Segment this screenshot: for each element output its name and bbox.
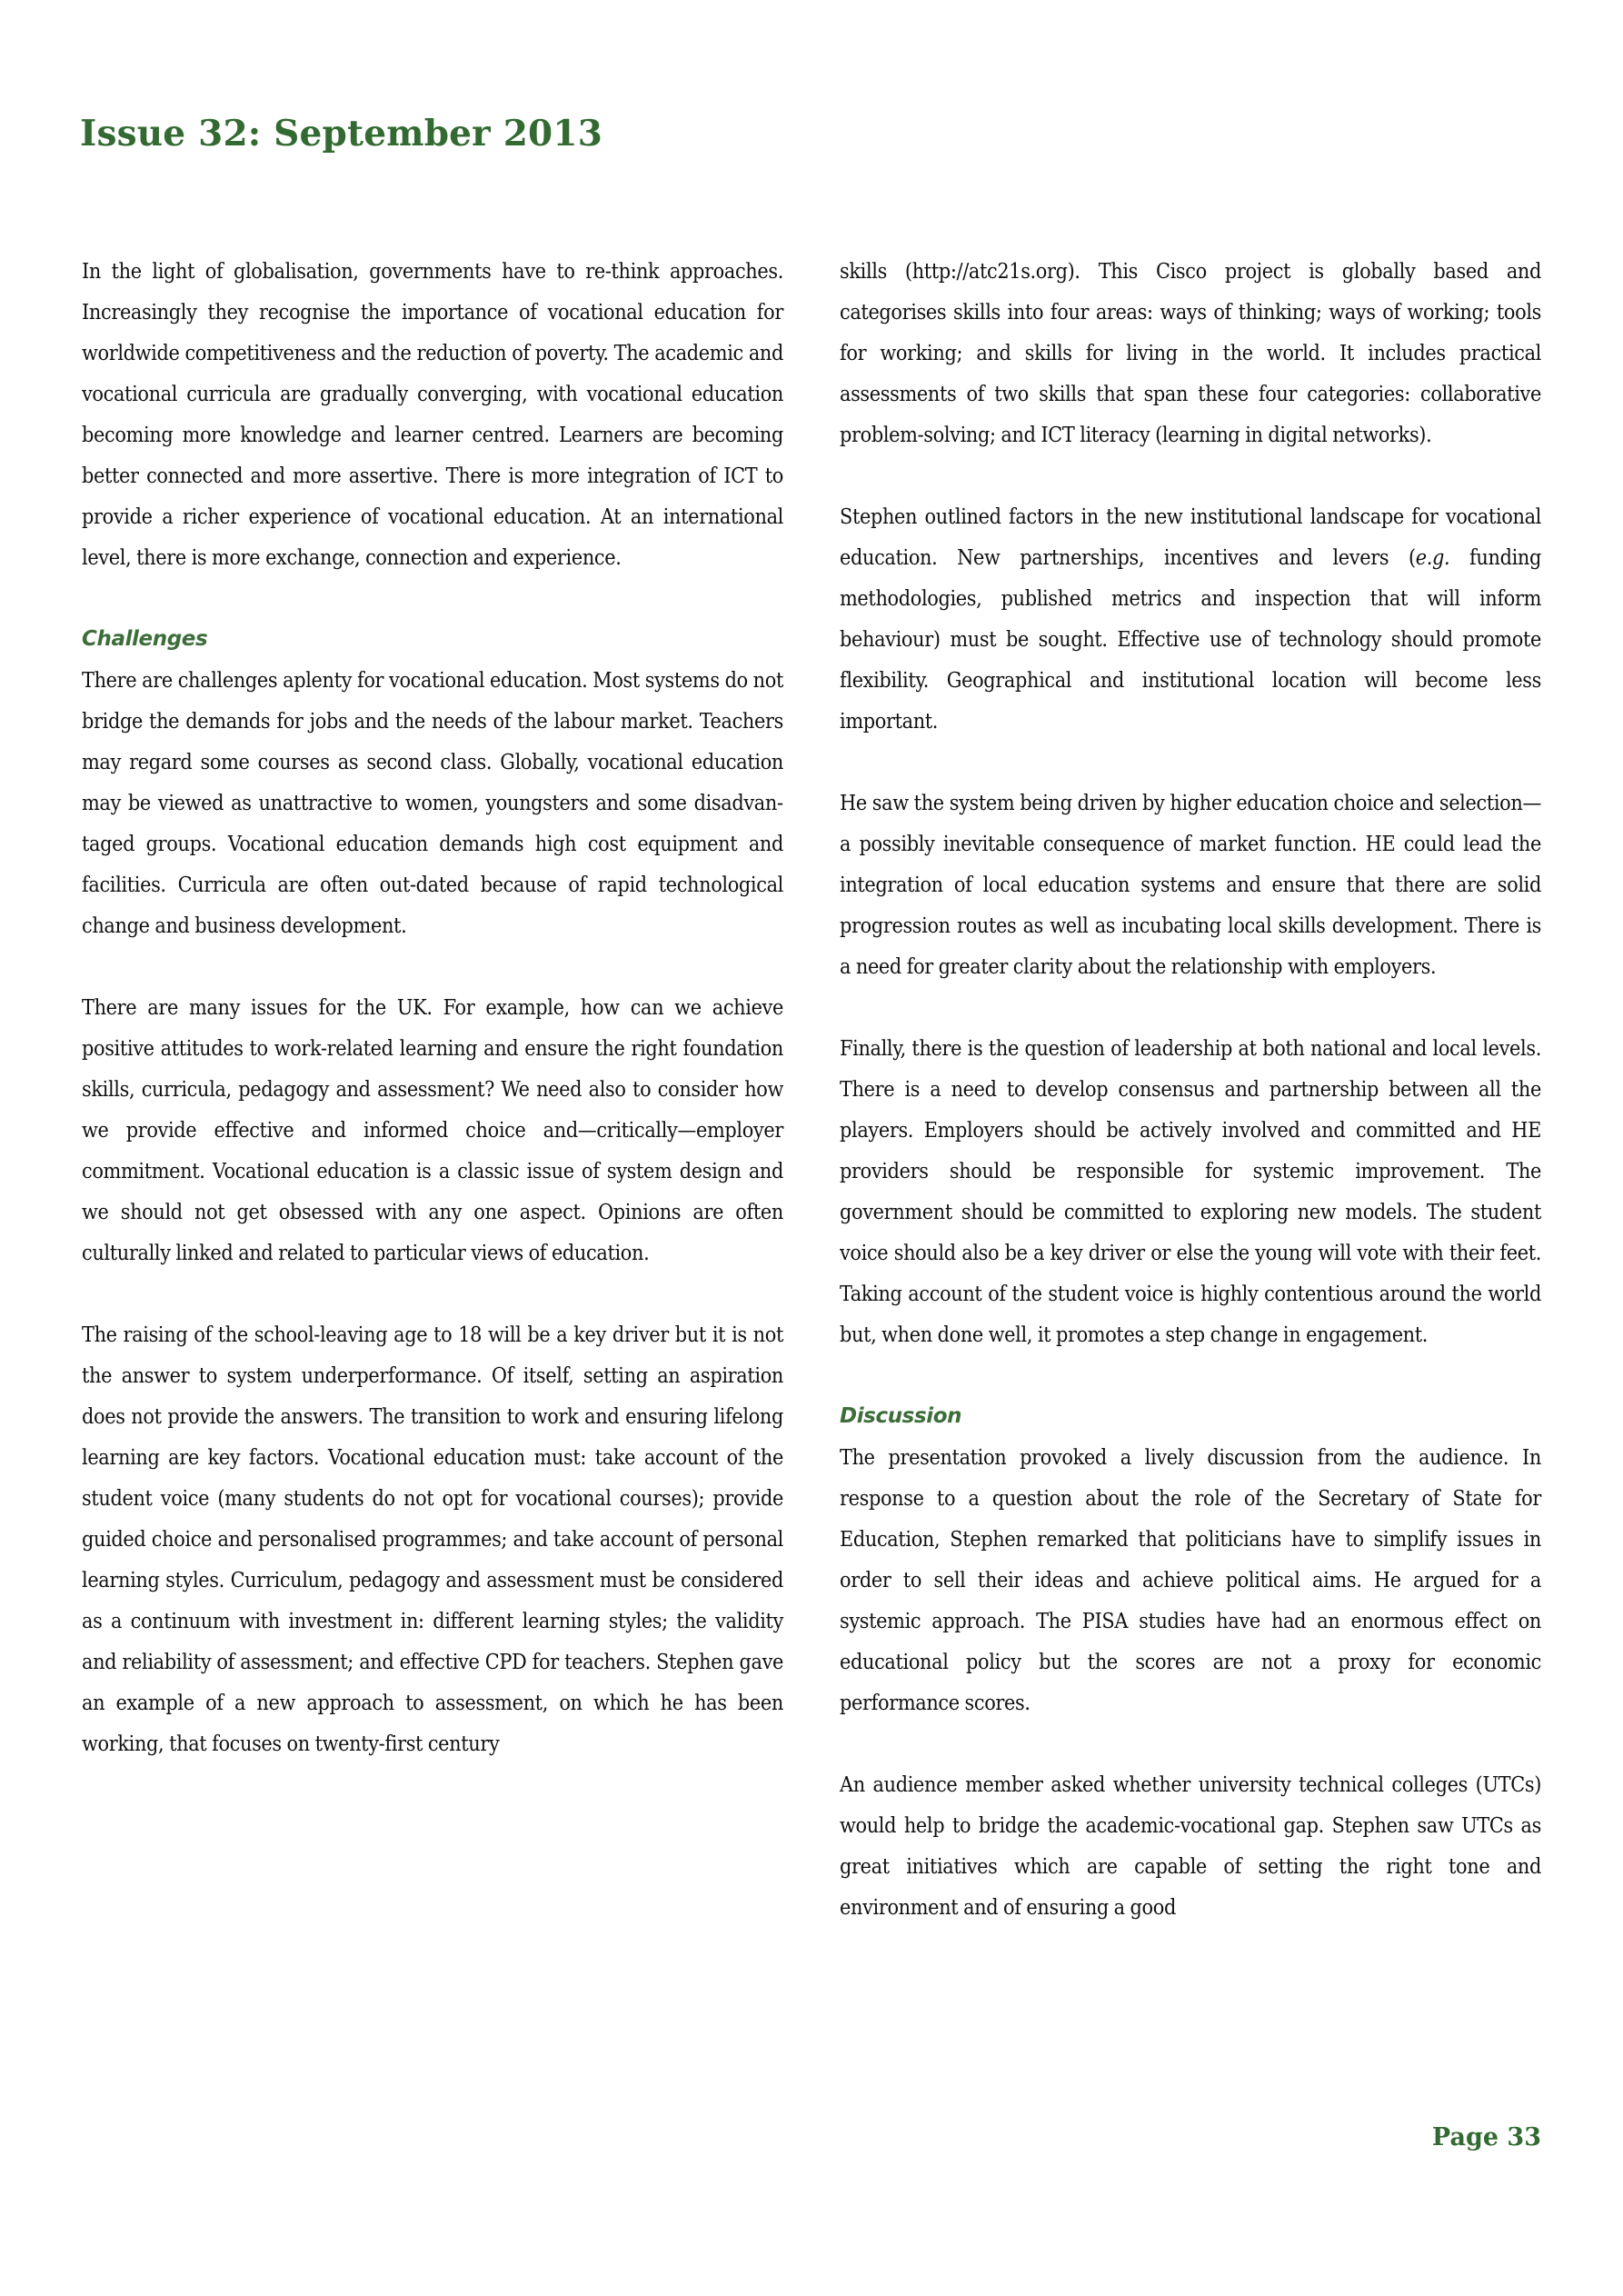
left-column bbox=[82, 251, 783, 1764]
eg-abbreviation: e.g. bbox=[1415, 545, 1450, 570]
challenges-paragraph-3: The raising of the school-leaving age to 18 will be a key driver but it is not the answer to system underperformance. Of itself, setting an aspiration does not provide the answers. The transition to work and ensuring lifelong learning are key factors. Vocational education must: take account of the student voice (many students do not opt for vocational courses); provide guided choice and personalised programmes; and take account of personal learning styles. Curriculum, pedagogy and assessment must be considered as a continuum with investment in: different learning styles; the validity and reliability of assessment; and effective CPD for teachers. Stephen gave an example of a new approach to assessment, on which he has been working, that focuses on twenty-first century bbox=[82, 1323, 783, 1756]
challenges-heading: Challenges bbox=[82, 627, 208, 651]
institutional-text-start: Stephen outlined factors in the new institutional landscape for vocational education. New partnerships, incentives and levers ( bbox=[840, 504, 1541, 570]
cisco-skills-paragraph: skills (http://atc21s.org). This Cisco project is globally based and categorises skills into four areas: ways of thinking; ways of working; tools for working; and skills for living in the world. It includes practical assessments of two skills that span these four categories: collaborative problem-solving; and ICT literacy (learning in digital networks). bbox=[840, 259, 1541, 447]
institutional-text-end: funding methodologies, published metrics and inspection that will inform behaviour) must be sought. Effective use of technology should promote flexibility. Geographical and institutional location will become less important. bbox=[840, 545, 1542, 734]
intro-paragraph: In the light of globalisation, governments have to re-think approaches. Increasingly they recognise the importance of vocational education for worldwide competitiveness and the reduction of poverty. The academic and vocational curricula are gradually converging, with vocational education becoming more knowledge and learner centred. Learners are becoming better connected and more assertive. There is more integration of ICT to provide a richer experience of vocational education. At an international level, there is more exchange, connection and experience. bbox=[82, 259, 783, 570]
leadership-paragraph: Finally, there is the question of leadership at both national and local levels. There is a need to develop consensus and partnership between all the players. Employers should be actively involved and committed and HE providers should be responsible for systemic improvement. The government should be committed to exploring new models. The student voice should also be a key driver or else the young will vote with their feet. Taking account of the student voice is highly contentious around the world but, when done well, it promotes a step change in engagement. bbox=[840, 1036, 1541, 1347]
challenges-paragraph-2: There are many issues for the UK. For example, how can we achieve positive attitudes to work-related learning and ensure the right foundation skills, curricula, pedagogy and assessment? We need also to consider how we provide effective and informed choice and—critically—employer commitment. Vocational education is a classic issue of system design and we should not get obsessed with any one aspect. Opinions are often culturally linked and related to particular views of education. bbox=[82, 995, 783, 1265]
discussion-paragraph-1: The presentation provoked a lively discussion from the audience. In response to a question about the role of the Secretary of State for Education, Stephen remarked that politicians have to simplify issues in order to sell their ideas and achieve political aims. He argued for a systemic approach. The PISA studies have had an enormous effect on educational policy but the scores are not a proxy for economic performance scores. bbox=[840, 1445, 1541, 1715]
higher-education-paragraph: He saw the system being driven by higher education choice and selection—a possibly inevitable consequence of market function. HE could lead the integration of local education systems and ensure that there are solid progression routes as well as incubating local skills development. There is a need for greater clarity about the relationship with employers. bbox=[840, 791, 1541, 979]
discussion-heading: Discussion bbox=[840, 1404, 962, 1428]
right-column bbox=[840, 251, 1541, 1928]
page-number: Page 33 bbox=[1431, 2123, 1541, 2151]
institutional-landscape-paragraph bbox=[840, 496, 1541, 742]
issue-title: Issue 32: September 2013 bbox=[80, 113, 603, 155]
challenges-paragraph-1: There are challenges aplenty for vocational education. Most systems do not bridge the demands for jobs and the needs of the labour market. Teachers may regard some courses as second class. Globally, vocational education may be viewed as unattractive to women, youngsters and some disadvantaged groups. Vocational education demands high cost equipment and facilities. Curricula are often out-dated because of rapid technological change and business development. bbox=[82, 668, 783, 938]
discussion-paragraph-2: An audience member asked whether university technical colleges (UTCs) would help to bridge the academic-vocational gap. Stephen saw UTCs as great initiatives which are capable of setting the right tone and environment and of ensuring a good bbox=[840, 1772, 1541, 1920]
